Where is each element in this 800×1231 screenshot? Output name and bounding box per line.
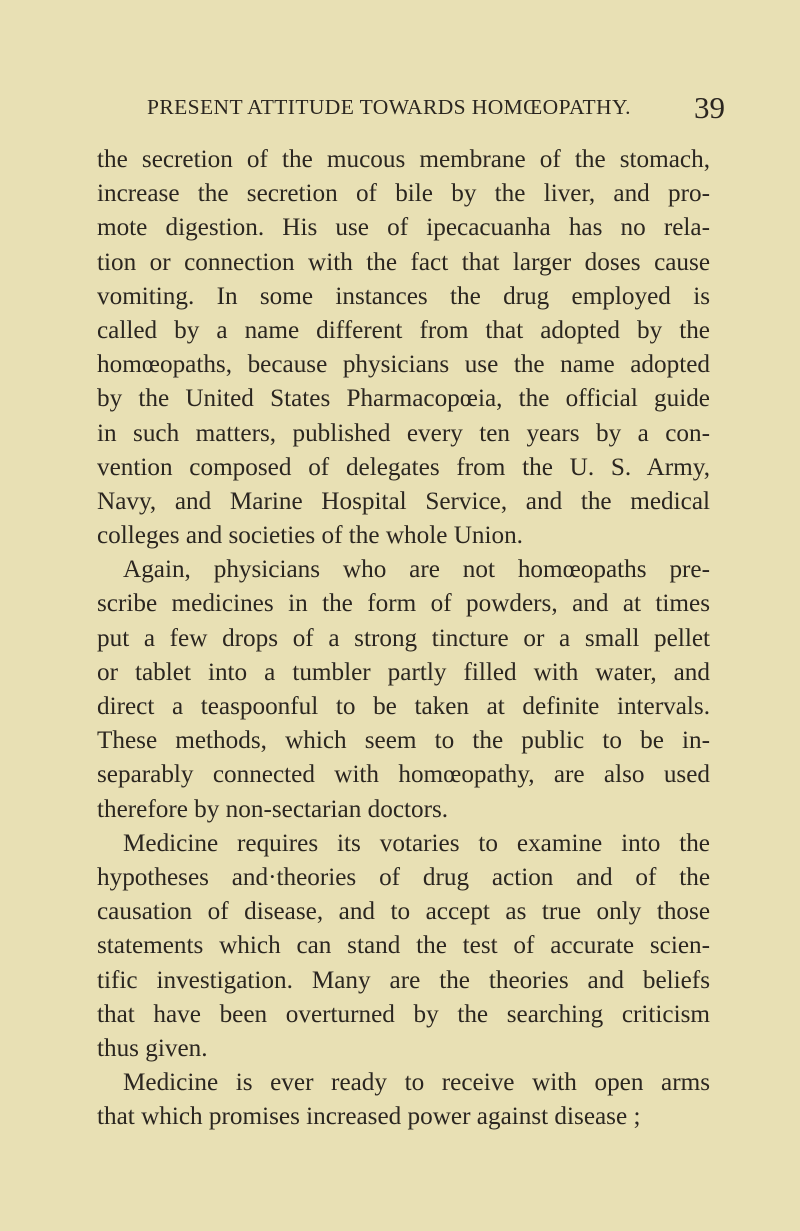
text-line: separably connected with homœopathy, are also used: [97, 761, 710, 789]
text-line: hypotheses and·theories of drug action and of the: [97, 863, 710, 891]
text-line: tion or connection with the fact that larger doses cause: [97, 248, 710, 276]
text-line: vomiting. In some instances the drug employed is: [97, 282, 710, 310]
text-line: scribe medicines in the form of powders, and at times: [97, 590, 710, 618]
text-line: These methods, which seem to the public to be in-: [97, 727, 710, 755]
text-line: Medicine requires its votaries to examine into the: [123, 829, 710, 857]
text-line: vention composed of delegates from the U. S. Army,: [97, 453, 710, 481]
text-line: called by a name different from that adopted by the: [97, 316, 710, 344]
text-line: statements which can stand the test of accurate scien-: [97, 932, 710, 960]
body-text: [97, 143, 710, 1134]
text-line: Navy, and Marine Hospital Service, and the medical: [97, 487, 710, 515]
running-head: [90, 90, 730, 133]
text-line: increase the secretion of bile by the liver, and pro-: [97, 180, 710, 208]
text-line: mote digestion. His use of ipecacuanha has no rela-: [97, 214, 710, 242]
text-line: that which promises increased power against disease ;: [97, 1103, 641, 1131]
text-line: tific investigation. Many are the theories and beliefs: [97, 966, 710, 994]
text-line: therefore by non-sectarian doctors.: [97, 795, 449, 823]
text-line: the secretion of the mucous membrane of the stomach,: [97, 146, 710, 173]
text-line: homœopaths, because physicians use the name adopted: [97, 351, 710, 379]
text-line: colleges and societies of the whole Union.: [97, 522, 523, 550]
running-title: PRESENT ATTITUDE TOWARDS HOMŒOPATHY.: [147, 95, 631, 119]
text-line: in such matters, published every ten years by a con-: [97, 419, 710, 447]
page-number: 39: [694, 90, 725, 125]
text-line: direct a teaspoonful to be taken at definite intervals.: [97, 693, 710, 720]
text-line: Medicine is ever ready to receive with open arms: [123, 1069, 710, 1097]
text-line: by the United States Pharmacopœia, the official guide: [97, 385, 710, 413]
text-line: causation of disease, and to accept as true only those: [97, 898, 710, 926]
text-line: or tablet into a tumbler partly filled with water, and: [97, 658, 710, 686]
text-line: thus given.: [97, 1034, 208, 1062]
text-line: Again, physicians who are not homœopaths pre-: [123, 556, 710, 584]
text-line: that have been overturned by the searching criticism: [97, 1000, 710, 1028]
text-line: put a few drops of a strong tincture or a small pellet: [97, 624, 710, 652]
